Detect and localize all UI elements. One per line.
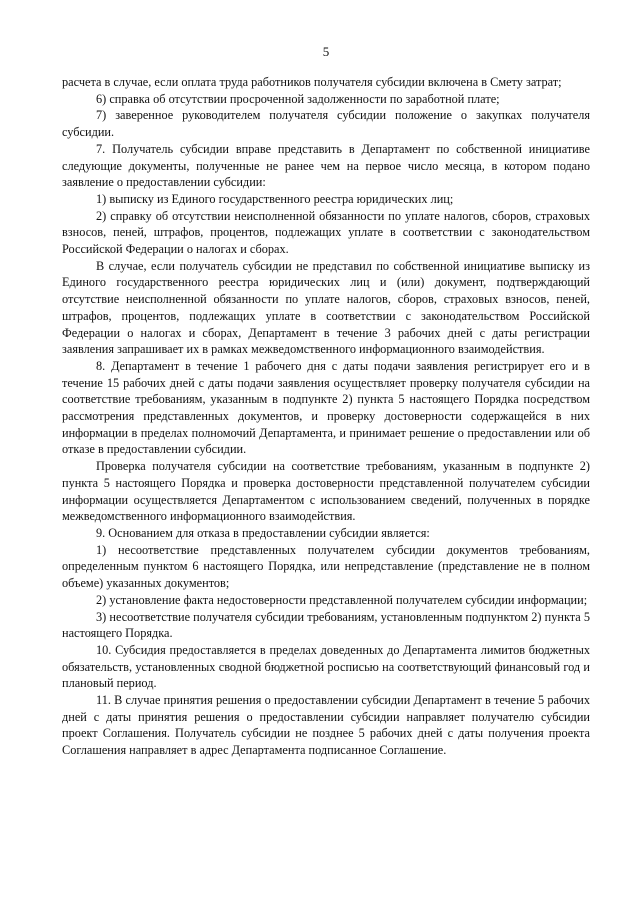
paragraph: 11. В случае принятия решения о предоставлении субсидии Департамент в течение 5 рабочих дней с даты принятия решения о предоставлении субсидии направляет получателю субсидии проект Соглашения. Получатель субсидии не позднее 5 рабочих дней с даты получения проекта Соглашения направляет в адрес Департамента подписанное Соглашение.	[62, 693, 590, 758]
paragraph: Проверка получателя субсидии на соответствие требованиям, указанным в подпункте 2) пункта 5 настоящего Порядка и проверка достоверности представленной получателем субсидии информации осуществляется Департаментом с использованием сведений, полученных в порядке межведомственного информационного взаимодействия.	[62, 459, 590, 524]
paragraph: 10. Субсидия предоставляется в пределах доведенных до Департамента лимитов бюджетных обязательств, установленных сводной бюджетной росписью на соответствующий финансовый год и плановый период.	[62, 642, 590, 691]
paragraph: 7. Получатель субсидии вправе представить в Департамент по собственной инициативе следующие документы, полученные не ранее чем на первое число месяца, в котором подано заявление о предоставлении субсидии:	[62, 141, 590, 190]
paragraph: 1) несоответствие представленных получателем субсидии документов требованиям, определенным пунктом 6 настоящего Порядка, или непредставление (представление не в полном объеме) указанных документов;	[62, 542, 590, 591]
paragraph: 1) выписку из Единого государственного реестра юридических лиц;	[96, 191, 454, 206]
paragraph: 3) несоответствие получателя субсидии требованиям, установленным подпунктом 2) пункта 5 настоящего Порядка.	[62, 609, 590, 641]
paragraph: 9. Основанием для отказа в предоставлении субсидии является:	[96, 525, 430, 540]
paragraph: 8. Департамент в течение 1 рабочего дня с даты подачи заявления регистрирует его и в течение 15 рабочих дней с даты подачи заявления осуществляет проверку получателя субсидии на соответствие требованиям, указанным в подпункте 2) пункта 5 настоящего Порядка посредством рассмотрения представленных документов, и проверку достоверности содержащейся в них информации в пределах полномочий Департамента, и принимает решение о предоставлении или об отказе в предоставлении субсидии.	[62, 358, 590, 457]
paragraph: В случае, если получатель субсидии не представил по собственной инициативе выписку из Единого государственного реестра юридических лиц и (или) документ, подтверждающий отсутствие неисполненной обязанности по уплате налогов, сборов, страховых взносов, пеней, штрафов, процентов, подлежащих уплате в соответствии с законодательством Российской Федерации о налогах и сборах, Департамент в течение 3 рабочих дней с даты регистрации заявления запрашивает их в рамках межведомственного информационного взаимодействия.	[62, 258, 590, 357]
paragraph: 2) справку об отсутствии неисполненной обязанности по уплате налогов, сборов, страховых взносов, пеней, штрафов, процентов, подлежащих уплате в соответствии с законодательством Российской Федерации о налогах и сборах.	[62, 208, 590, 257]
paragraph: 2) установление факта недостоверности представленной получателем субсидии информации;	[96, 592, 588, 607]
paragraph: 7) заверенное руководителем получателя субсидии положение о закупках получателя субсидии.	[62, 108, 590, 140]
paragraph: расчета в случае, если оплата труда работников получателя субсидии включена в Смету затрат;	[62, 75, 562, 89]
document-body	[62, 74, 590, 759]
paragraph: 6) справка об отсутствии просроченной задолженности по заработной плате;	[96, 91, 500, 106]
page-number: 5	[322, 44, 330, 59]
